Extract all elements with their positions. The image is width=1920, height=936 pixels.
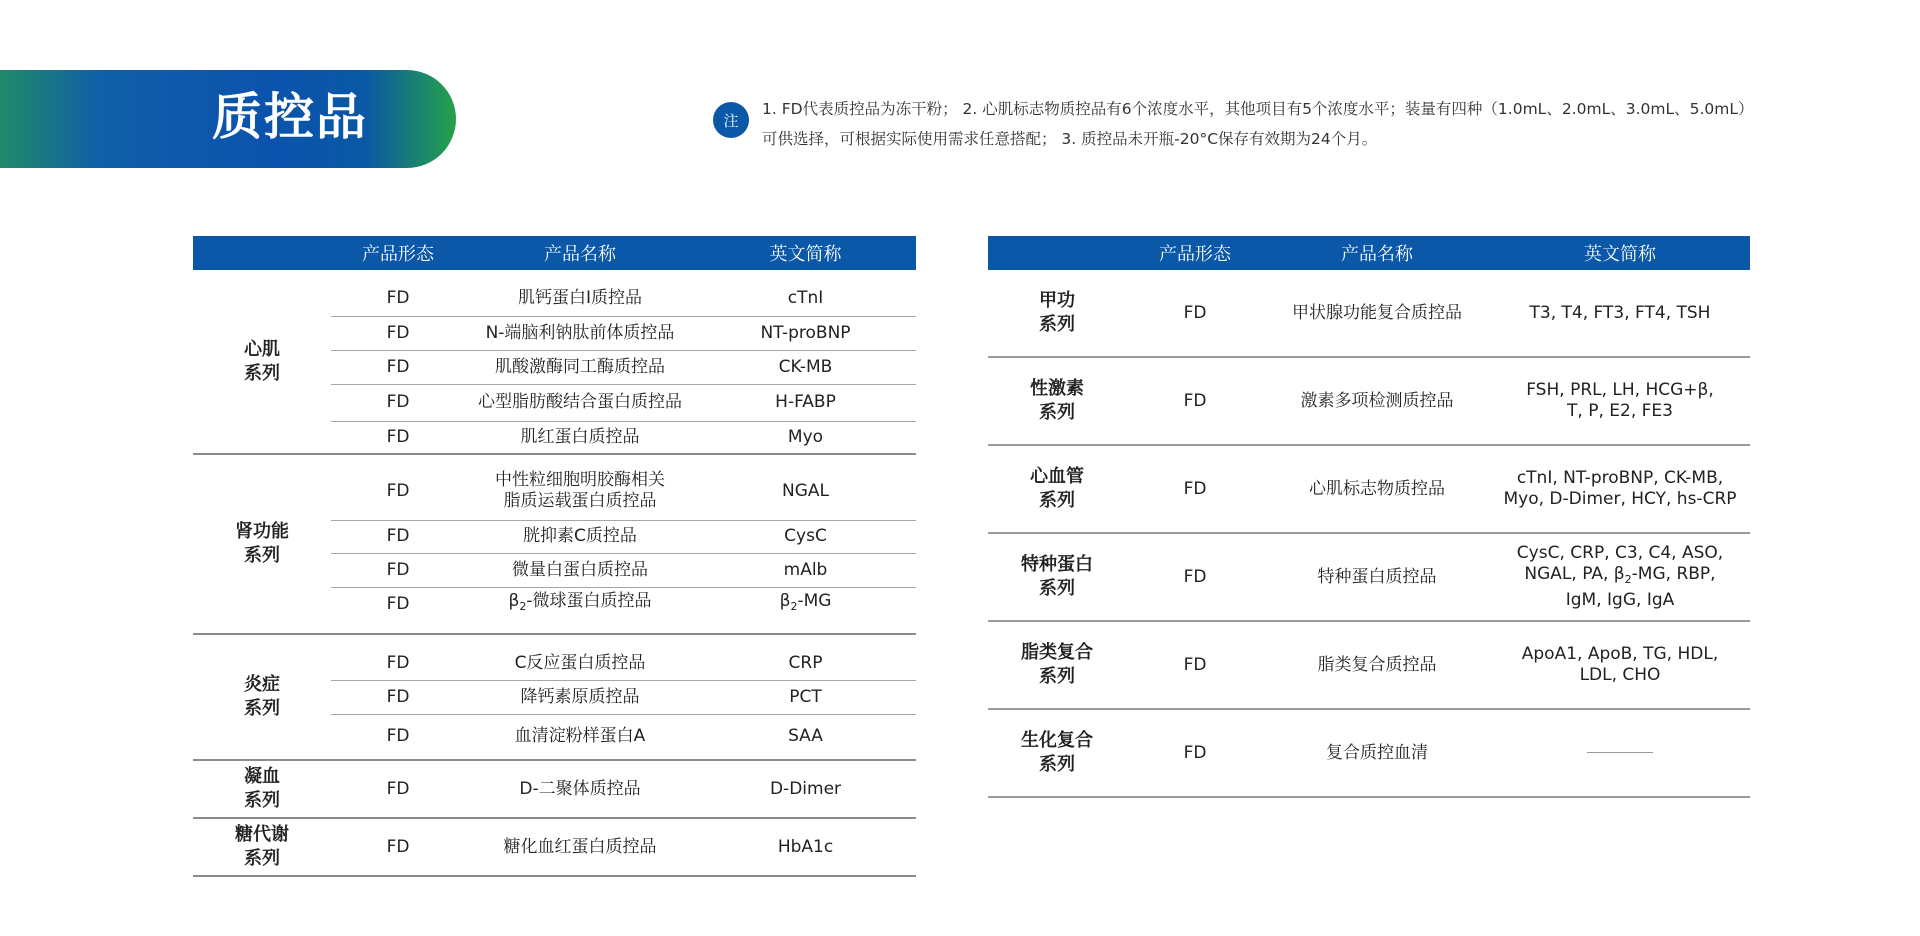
- name-cell: 肌红蛋白质控品: [465, 421, 695, 454]
- series-label: 性激素 系列: [988, 357, 1126, 445]
- abbr-line-3: IgM, IgG, IgA: [1565, 590, 1675, 610]
- table-row: [193, 454, 916, 520]
- series-label: 甲功 系列: [988, 270, 1126, 357]
- header-name: 产品名称: [465, 236, 695, 270]
- abbr-cell: NGAL: [695, 454, 916, 520]
- name-post: -微球蛋白质控品: [526, 591, 652, 612]
- table-row: [988, 270, 1750, 357]
- note-badge: 注: [713, 102, 749, 138]
- form-cell: FD: [1126, 533, 1264, 621]
- abbr-line-1: CysC, CRP, C3, C4, ASO,: [1516, 543, 1724, 563]
- series-label: 糖代谢 系列: [193, 818, 331, 876]
- name-cell: 胱抑素C质控品: [465, 520, 695, 553]
- form-cell: FD: [331, 520, 465, 553]
- form-cell: FD: [331, 634, 465, 680]
- abbr-line-2-post: -MG, RBP,: [1631, 564, 1716, 584]
- table-row: [988, 533, 1750, 621]
- table-row: [988, 445, 1750, 533]
- form-cell: FD: [331, 587, 465, 634]
- form-cell: FD: [1126, 621, 1264, 709]
- table-row: [988, 621, 1750, 709]
- name-cell: 甲状腺功能复合质控品: [1264, 270, 1490, 357]
- form-cell: FD: [331, 421, 465, 454]
- right-product-table: [988, 236, 1750, 798]
- table-row: [193, 818, 916, 876]
- name-cell: 心肌标志物质控品: [1264, 445, 1490, 533]
- form-cell: FD: [331, 316, 465, 350]
- abbr-cell: HbA1c: [695, 818, 916, 876]
- name-cell: 肌钙蛋白I质控品: [465, 270, 695, 316]
- abbr-cell: [695, 587, 916, 634]
- form-cell: FD: [331, 350, 465, 384]
- form-cell: FD: [1126, 709, 1264, 797]
- abbr-cell: D-Dimer: [695, 760, 916, 818]
- header-form: 产品形态: [331, 236, 465, 270]
- left-product-table: [193, 236, 916, 877]
- name-cell: 特种蛋白质控品: [1264, 533, 1490, 621]
- abbr-subscript: 2: [1624, 573, 1632, 586]
- series-label: 心血管 系列: [988, 445, 1126, 533]
- abbr-cell: ApoA1, ApoB, TG, HDL, LDL, CHO: [1490, 621, 1750, 709]
- name-cell: 血清淀粉样蛋白A: [465, 714, 695, 760]
- name-cell: 脂类复合质控品: [1264, 621, 1490, 709]
- abbr-pre: β: [779, 591, 791, 612]
- form-cell: FD: [331, 553, 465, 587]
- header-series: [988, 236, 1126, 270]
- form-cell: FD: [331, 454, 465, 520]
- abbr-cell: CysC: [695, 520, 916, 553]
- header-form: 产品形态: [1126, 236, 1264, 270]
- abbr-subscript: 2: [790, 600, 798, 614]
- empty-dash: [1587, 752, 1653, 753]
- table-header-row: [988, 236, 1750, 270]
- table-header-row: [193, 236, 916, 270]
- form-cell: FD: [331, 760, 465, 818]
- abbr-cell: FSH, PRL, LH, HCG+β, T, P, E2, FE3: [1490, 357, 1750, 445]
- form-cell: FD: [331, 680, 465, 714]
- series-label: 脂类复合 系列: [988, 621, 1126, 709]
- name-cell: 降钙素原质控品: [465, 680, 695, 714]
- form-cell: FD: [1126, 357, 1264, 445]
- abbr-cell: SAA: [695, 714, 916, 760]
- header-series: [193, 236, 331, 270]
- abbr-cell: H-FABP: [695, 384, 916, 421]
- abbr-cell: T3, T4, FT3, FT4, TSH: [1490, 270, 1750, 357]
- name-cell: N-端脑利钠肽前体质控品: [465, 316, 695, 350]
- name-cell: 激素多项检测质控品: [1264, 357, 1490, 445]
- abbr-cell: NT-proBNP: [695, 316, 916, 350]
- abbr-post: -MG: [797, 591, 832, 612]
- header-abbr: 英文简称: [695, 236, 916, 270]
- name-pre: β: [508, 591, 520, 612]
- form-cell: FD: [331, 270, 465, 316]
- form-cell: FD: [331, 714, 465, 760]
- abbr-cell: PCT: [695, 680, 916, 714]
- abbr-cell: Myo: [695, 421, 916, 454]
- table-row: [193, 760, 916, 818]
- form-cell: FD: [331, 818, 465, 876]
- table-row: [193, 270, 916, 316]
- abbr-cell: [1490, 533, 1750, 621]
- name-cell: 心型脂肪酸结合蛋白质控品: [465, 384, 695, 421]
- form-cell: FD: [331, 384, 465, 421]
- table-row: [193, 634, 916, 680]
- name-cell: 复合质控血清: [1264, 709, 1490, 797]
- name-cell: 糖化血红蛋白质控品: [465, 818, 695, 876]
- series-label: 特种蛋白 系列: [988, 533, 1126, 621]
- abbr-cell: CRP: [695, 634, 916, 680]
- form-cell: FD: [1126, 445, 1264, 533]
- form-cell: FD: [1126, 270, 1264, 357]
- series-label: 凝血 系列: [193, 760, 331, 818]
- series-label: 炎症 系列: [193, 634, 331, 760]
- series-label: 生化复合 系列: [988, 709, 1126, 797]
- name-subscript: 2: [519, 600, 527, 614]
- name-cell: 中性粒细胞明胶酶相关 脂质运载蛋白质控品: [465, 454, 695, 520]
- table-row: [988, 709, 1750, 797]
- header-name: 产品名称: [1264, 236, 1490, 270]
- abbr-cell: CK-MB: [695, 350, 916, 384]
- header-abbr: 英文简称: [1490, 236, 1750, 270]
- abbr-cell: mAlb: [695, 553, 916, 587]
- name-cell: C反应蛋白质控品: [465, 634, 695, 680]
- page-title: 质控品: [212, 88, 368, 146]
- series-label: 肾功能 系列: [193, 454, 331, 634]
- series-label: 心肌 系列: [193, 270, 331, 454]
- abbr-cell: cTnI: [695, 270, 916, 316]
- abbr-line-2: [1490, 564, 1750, 590]
- name-cell: [465, 587, 695, 634]
- abbr-cell: cTnI, NT-proBNP, CK-MB, Myo, D-Dimer, HCY, hs-CRP: [1490, 445, 1750, 533]
- table-row: [988, 357, 1750, 445]
- abbr-line-2-pre: NGAL, PA, β: [1524, 564, 1625, 584]
- name-cell: 微量白蛋白质控品: [465, 553, 695, 587]
- name-cell: 肌酸激酶同工酶质控品: [465, 350, 695, 384]
- note-text: 1. FD代表质控品为冻干粉； 2. 心肌标志物质控品有6个浓度水平，其他项目有5个浓度水平；装量有四种（1.0mL、2.0mL、3.0mL、5.0mL）可供选择，可根据实际使用需求任意搭配； 3. 质控品未开瓶-20°C保存有效期为24个月。: [762, 100, 1754, 148]
- abbr-cell: [1490, 709, 1750, 797]
- name-cell: D-二聚体质控品: [465, 760, 695, 818]
